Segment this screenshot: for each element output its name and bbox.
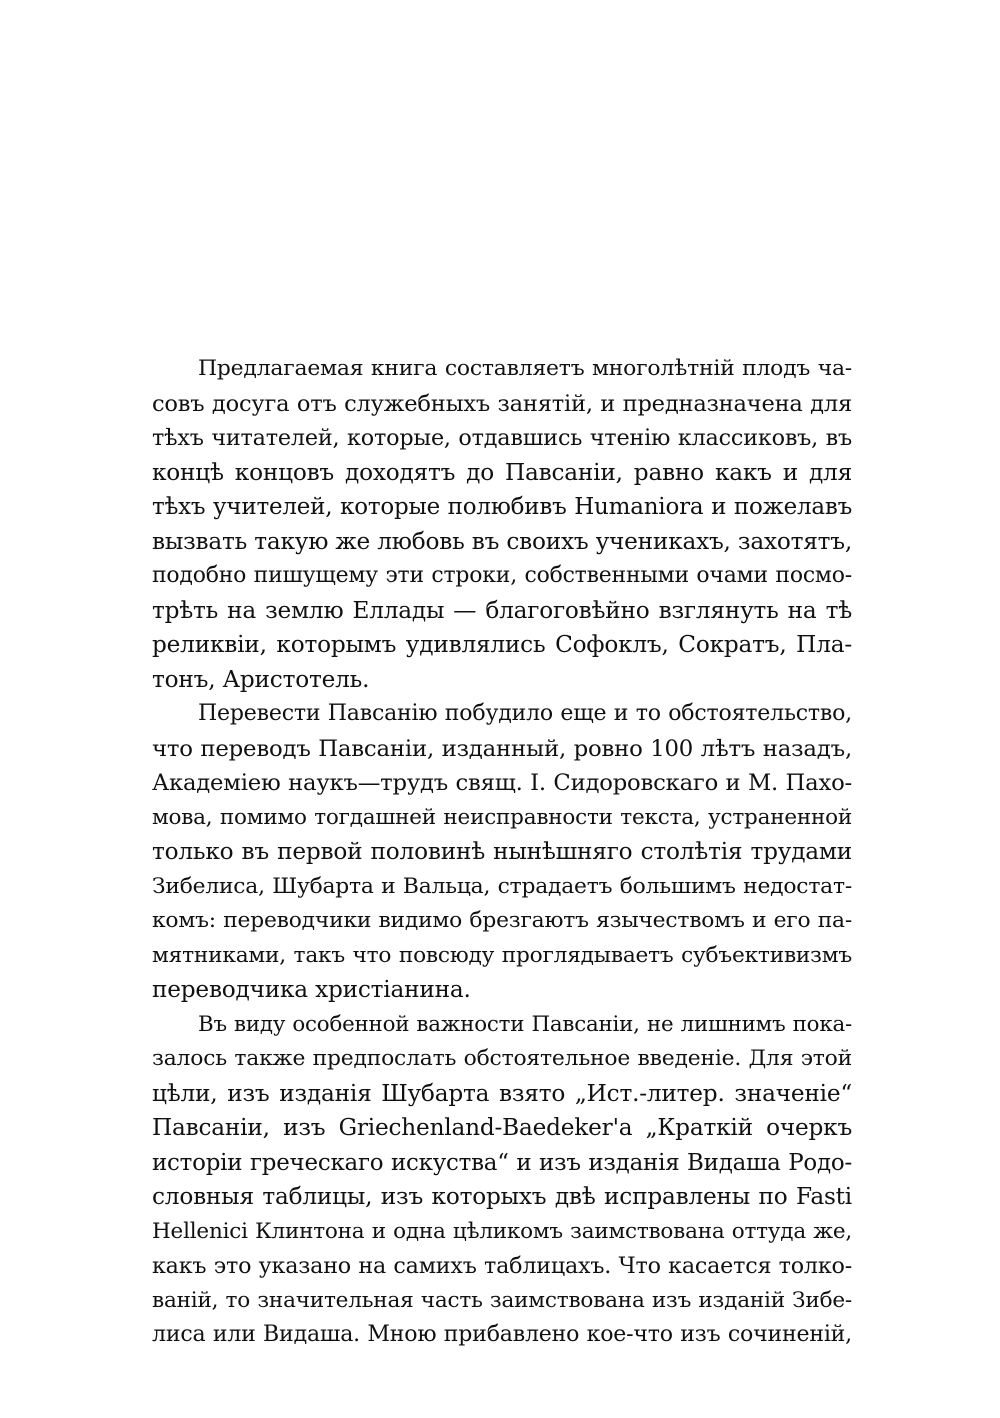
text-line: реликвіи, которымъ удивлялись Софоклъ, Сократъ, Пла- <box>152 631 852 658</box>
text-line: Перевести Павсанію побудило еще и то обстоятельство, <box>198 701 852 726</box>
paragraph-1 <box>152 352 852 697</box>
text-line: совъ досуга отъ служебныхъ занятій, и предназначена для <box>152 390 852 417</box>
text-line: исторіи греческаго искуства“ и изъ изданія Видаша Родо- <box>152 1149 852 1176</box>
paragraph-3 <box>152 1008 852 1353</box>
text-line: Павсаніи, изъ Griechenland-Baedeker'a „Краткій очеркъ <box>152 1114 852 1141</box>
text-line: подобно пишущему эти строки, собственными очами посмо- <box>152 563 852 588</box>
text-line: мова, помимо тогдашней неисправности текста, устраненной <box>152 804 852 830</box>
text-line: мятниками, такъ что повсюду проглядываетъ субъективизмъ <box>152 942 852 968</box>
text-line: переводчика христіанина. <box>152 976 471 1003</box>
text-line: концѣ концовъ доходятъ до Павсаніи, равно какъ и для <box>152 458 852 486</box>
text-line: лиса или Видаша. Мною прибавлено кое-что изъ сочиненій, <box>152 1322 852 1347</box>
text-line: словныя таблицы, изъ которыхъ двѣ исправлены по Fasti <box>152 1183 852 1210</box>
text-line: ваній, то значительная часть заимствована изъ изданій Зибе- <box>152 1287 852 1313</box>
text-line: какъ это указано на самихъ таблицахъ. Что касается толко- <box>152 1253 852 1279</box>
text-line: тѣхъ учителей, которые полюбивъ Humaniora и пожелавъ <box>152 494 852 520</box>
text-line: комъ: переводчики видимо брезгаютъ язычествомъ и его па- <box>152 908 852 933</box>
body-text <box>152 352 852 1353</box>
text-line: только въ первой половинѣ нынѣшняго столѣтія трудами <box>152 838 852 865</box>
text-line: трѣть на землю Еллады — благоговѣйно взглянуть на тѣ <box>152 596 852 624</box>
text-line: Зибелиса, Шубарта и Вальца, страдаетъ большимъ недостат- <box>152 873 852 899</box>
text-line: вызвать такую же любовь въ своихъ ученикахъ, захотятъ, <box>152 527 852 555</box>
paragraph-2 <box>152 697 852 1008</box>
text-line: Hellenici Клинтона и одна цѣликомъ заимствована оттуда же, <box>152 1218 852 1244</box>
text-line: тонъ, Аристотель. <box>152 665 370 693</box>
text-line: Академіею наукъ—трудъ свящ. І. Сидоровскаго и М. Пахо- <box>152 770 852 796</box>
text-line: что переводъ Павсаніи, изданный, ровно 100 лѣтъ назадъ, <box>152 735 852 762</box>
text-line: тѣхъ читателей, которые, отдавшись чтенію классиковъ, въ <box>152 425 852 451</box>
text-line: залось также предпослать обстоятельное введеніе. Для этой <box>152 1046 852 1071</box>
text-line: Въ виду особенной важности Павсаніи, не лишнимъ пока- <box>198 1011 852 1037</box>
text-line: цѣли, изъ изданія Шубарта взято „Ист.-литер. значеніе“ <box>152 1079 852 1107</box>
text-line: Предлагаемая книга составляетъ многолѣтній плодъ ча- <box>198 356 852 381</box>
